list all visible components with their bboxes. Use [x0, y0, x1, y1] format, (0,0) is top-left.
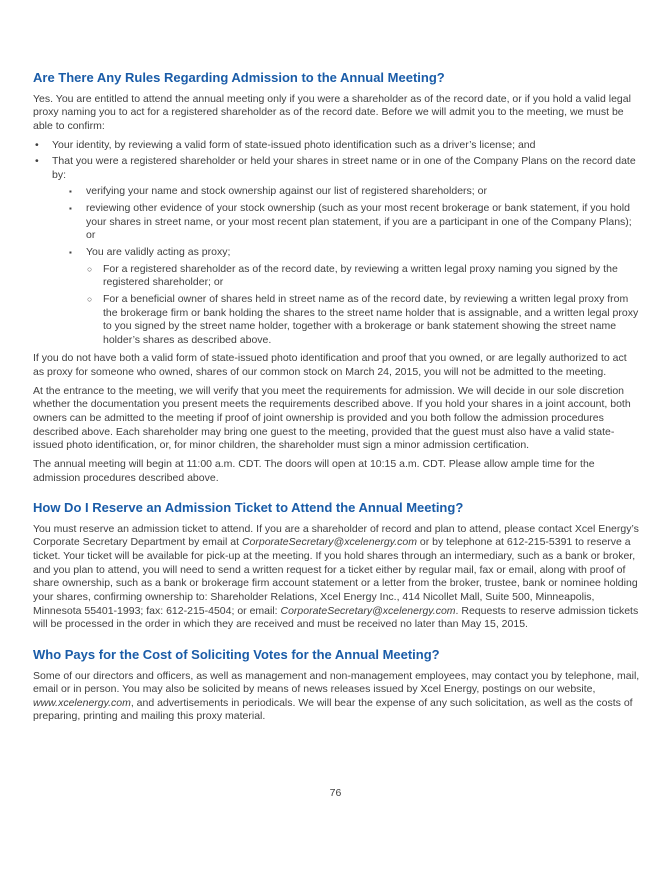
square-bullet-icon: ▪ [69, 204, 72, 214]
section-reserve-ticket [33, 500, 640, 632]
list-item [33, 139, 640, 153]
list-item [33, 155, 640, 182]
website-url-text: www.xcelenergy.com [33, 696, 131, 709]
section-solicitation-cost [33, 647, 640, 724]
list-item-text: reviewing other evidence of your stock ownership (such as your most recent brokerage or bank statement, if you hold your shares in street name, or your most recent plan statement, if you are a participant in one of the Company Plans); or [86, 202, 632, 242]
section-heading: Are There Any Rules Regarding Admission to the Annual Meeting? [33, 70, 445, 85]
paragraph [33, 523, 640, 632]
paragraph: The annual meeting will begin at 11:00 a.m. CDT. The doors will open at 10:15 a.m. CDT. Please allow ample time for the admission procedures described above. [33, 457, 595, 484]
email-address-text: CorporateSecretary@xcelenergy.com [241, 536, 417, 549]
list-item-text: You are validly acting as proxy; [86, 246, 231, 258]
list-item [33, 263, 640, 290]
admission-requirements-list [33, 139, 640, 348]
section-admission-rules [33, 70, 640, 485]
section-heading: How Do I Reserve an Admission Ticket to Attend the Annual Meeting? [33, 500, 464, 516]
paragraph: Yes. You are entitled to attend the annual meeting only if you were a shareholder as of the record date, or if you hold a valid legal proxy naming you to act for a registered shareholder as of the record date. Before we will admit you to the meeting, we must be able to confirm: [33, 92, 631, 132]
list-item-text: verifying your name and stock ownership against our list of registered shareholders; or [86, 185, 487, 198]
list-item [33, 202, 640, 243]
list-item [33, 246, 640, 260]
page-number: 76 [329, 787, 342, 799]
section-heading: Who Pays for the Cost of Soliciting Votes for the Annual Meeting? [33, 646, 440, 662]
paragraph: At the entrance to the meeting, we will verify that you meet the requirements for admission. We will decide in our sole discretion whether the documentation you present meets the requirements described above. If you hold your shares in a joint account, both owners can be admitted to the meeting if proof of joint ownership is provided and you both follow the admission procedures described above. Each shareholder may bring one guest to the meeting, provided that the guest must also have a valid state-issued photo identification, or, for minor children, the shareholder must sign a minor admission certification. [33, 384, 631, 452]
text-run: You must reserve an admission ticket to attend. If you are a shareholder of record and plan to attend, please contact Xcel Energy’s Corporate Secretary Department by email at [33, 522, 639, 549]
list-item-text: Your identity, by reviewing a valid form of state-issued photo identification such as a driver’s license; and [52, 138, 536, 151]
circle-bullet-icon: ○ [87, 293, 93, 304]
list-item-text: For a registered shareholder as of the record date, by reviewing a written legal proxy naming you signed by the registered shareholder; or [103, 262, 618, 289]
list-item [33, 293, 640, 348]
list-item [33, 185, 640, 199]
paragraph [33, 670, 640, 725]
text-run: Some of our directors and officers, as well as management and non-management employees, may contact you by telephone, mail, email or in person. You may also be solicited by means of news releases issued by Xcel Energy, postings on our website, [33, 669, 640, 696]
email-address-text: CorporateSecretary@xcelenergy.com [280, 604, 456, 617]
square-bullet-icon: ▪ [69, 248, 72, 257]
circle-bullet-icon: ○ [87, 263, 93, 274]
bullet-icon: • [35, 155, 39, 168]
text-run: or by telephone at 612-215-5391 to reserve a ticket. Your ticket will be available for pick-up at the meeting. If you hold shares through an intermediary, such as a bank or broker, and you plan to attend, you will need to send a written request for a ticket either by regular mail, fax or email, along with proof of share ownership, such as a bank or brokerage firm account statement or a letter from the broker, trustee, bank or nominee holding your shares, confirming ownership to: Shareholder Relations, Xcel Energy Inc., 414 Nicollet Mall, Suite 500, Minneapolis, Minnesota 55401-1993; fax: 612-215-4504; or email: [33, 536, 638, 617]
list-item-text: For a beneficial owner of shares held in street name as of the record date, by reviewing a written legal proxy from the brokerage firm or bank holding the shares to the street name holder that is assignable, and a written legal proxy to you signed by the street name holder, together with a brokerage or bank statement showing the street name holder’s shares as described above. [103, 292, 639, 346]
text-run: , and advertisements in periodicals. We will bear the expense of any such solicitation, as well as the costs of preparing, printing and mailing this proxy material. [33, 696, 633, 723]
list-item-text: That you were a registered shareholder or held your shares in street name or in one of the Company Plans on the record date by: [52, 155, 636, 181]
square-bullet-icon: ▪ [69, 187, 72, 197]
paragraph: If you do not have both a valid form of state-issued photo identification and proof that you owned, or are legally authorized to act as proxy for someone who owned, shares of our common stock on March 24, 2015, you will not be admitted to the meeting. [33, 352, 627, 379]
text-run: . Requests to reserve admission tickets will be processed in the order in which they are received and must be received no later than May 15, 2015. [33, 604, 639, 631]
bullet-icon: • [35, 138, 39, 151]
